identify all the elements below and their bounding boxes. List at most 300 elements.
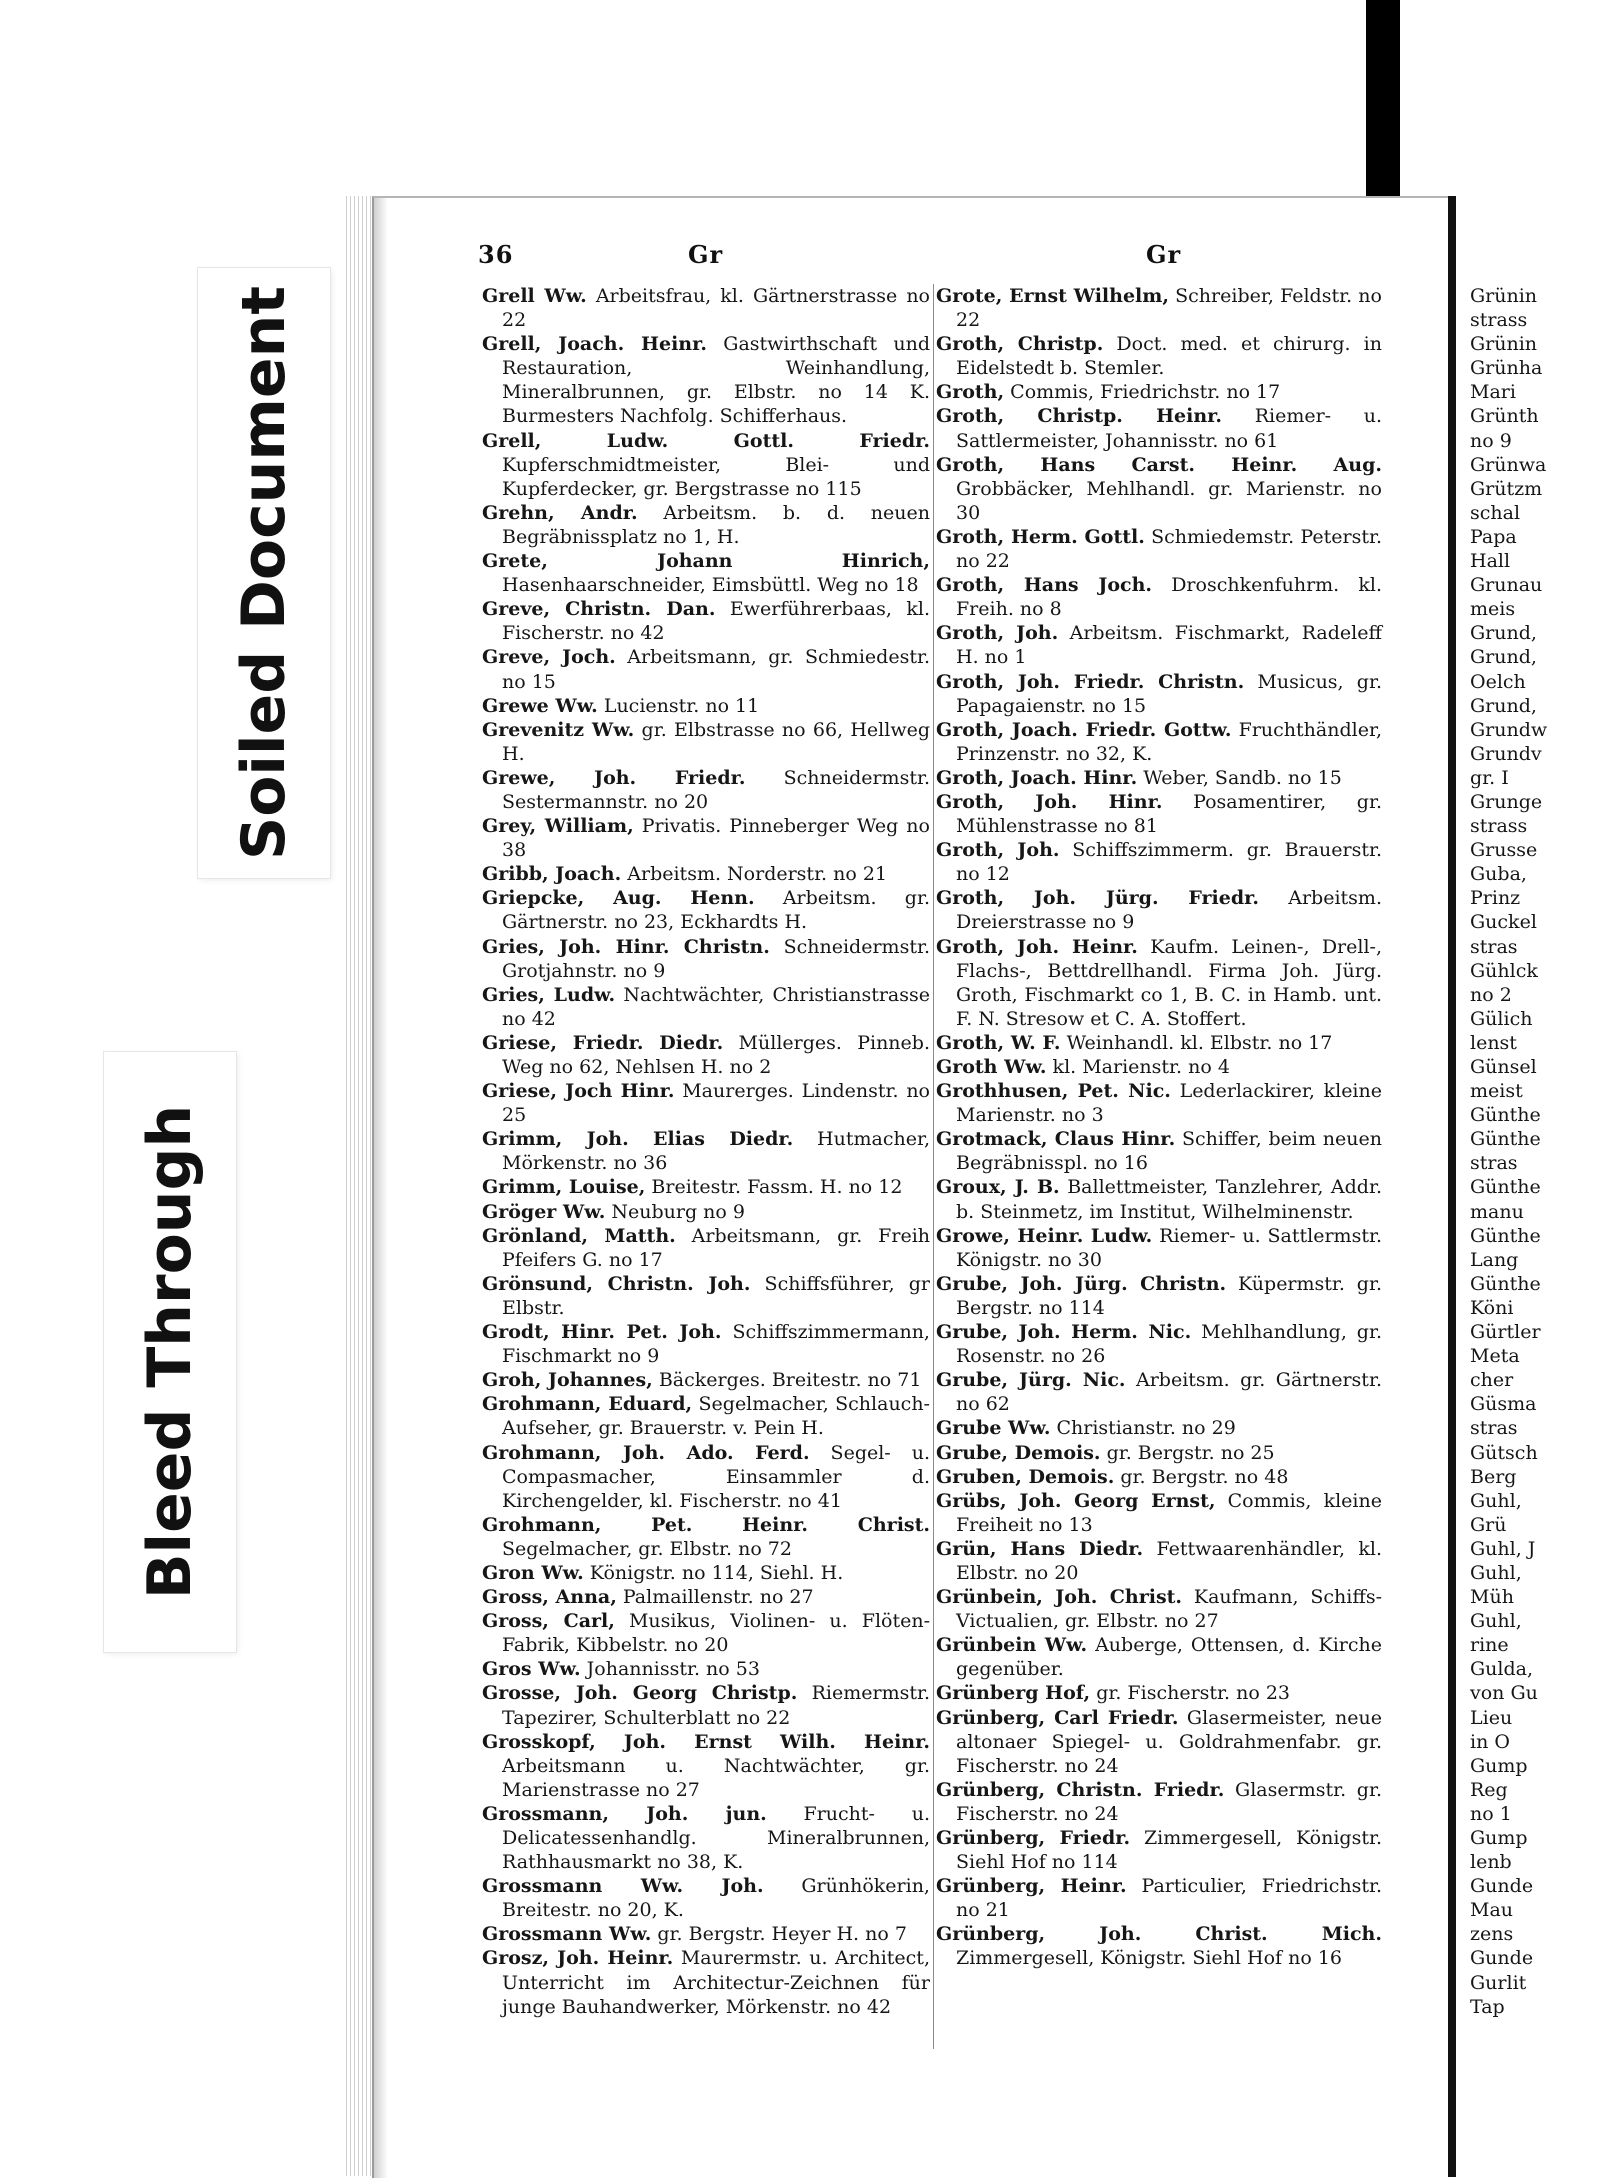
page-number: 36 [478,240,514,269]
directory-entry [936,1706,1382,1778]
entry-details: Arbeitsm. Norderstr. no 21 [621,863,888,886]
entry-details: Königstr. no 114, Siehl. H. [583,1561,844,1584]
entry-details: Maurerges. Lindenstr. no 25 [502,1080,930,1127]
next-page-fragment: lenst [1470,1031,1517,1054]
column-divider [933,284,934,2049]
entry-name: Groth, [936,381,1005,404]
entry-details: Arbeitsm. b. d. neuen Begräbnissplatz no 1, H. [502,501,930,548]
entry-details: Ewerführerbaas, kl. Fischerstr. no 42 [502,598,930,645]
directory-entry [482,501,930,549]
next-page-fragment: manu [1470,1200,1524,1223]
entry-name: Grotmack, Claus Hinr. [936,1128,1176,1151]
next-page-fragment: Grusse [1470,839,1538,862]
entry-details: Riemer- u. Sattlermstr. Königstr. no 30 [956,1224,1382,1271]
entry-name: Groux, J. B. [936,1176,1060,1199]
next-page-fragment: Berg [1470,1465,1517,1488]
entry-name: Grünberg, Carl Friedr. [936,1706,1179,1729]
next-page-fragment: stras [1470,1417,1518,1440]
entry-name: Groth, Herm. Gottl. [936,525,1145,548]
entry-name: Groth, Joach. Friedr. Gottw. [936,718,1232,741]
directory-entry [482,1657,930,1681]
entry-details: Kupferschmidtmeister, Blei- und Kupferdecker, gr. Bergstrasse no 115 [502,453,930,500]
next-page-fragment: Tap [1470,1995,1505,2018]
soiled-document-tag [198,268,330,878]
next-page-fragment: Gunde [1470,1947,1534,1970]
directory-entry [482,935,930,983]
next-page-fragment: Grünth [1470,405,1539,428]
next-page-fragment: Grund, [1470,622,1537,645]
entry-name: Grünberg, Christn. Friedr. [936,1778,1225,1801]
next-page-fragment: rine [1470,1634,1509,1657]
next-page-fragment: cher [1470,1369,1514,1392]
entry-details: Glasermeister, neue altonaer Spiegel- u. Goldrahmenfabr. gr. Fischerstr. no 24 [956,1706,1382,1777]
entry-name: Grube Ww. [936,1417,1051,1440]
next-page-fragment: Gump [1470,1827,1528,1849]
entry-details: Arbeitsmann, gr. Schmiedestr. no 15 [502,646,930,693]
entry-name: Grosz, Joh. Heinr. [482,1947,674,1970]
entry-name: Groth, Joh. Friedr. Christn. [936,670,1245,693]
next-page-fragment: Günthe [1470,1176,1541,1199]
entry-name: Gron Ww. [482,1561,584,1584]
next-page-fragment: Guba, [1470,863,1527,886]
next-page-fragment: Günthe [1470,1128,1541,1151]
directory-entry [936,1585,1382,1633]
directory-entry [482,429,930,501]
entry-details: gr. Bergstr. no 48 [1114,1465,1289,1488]
entry-details: gr. Fischerstr. no 23 [1090,1682,1290,1705]
next-page-fragment: Gulda, [1470,1658,1534,1681]
next-page-fragment: no 1 [1470,1802,1512,1825]
entry-name: Greve, Christn. Dan. [482,598,716,621]
next-page-fragment: stras [1470,1152,1518,1175]
directory-entry [936,790,1382,838]
entry-name: Grimm, Louise, [482,1176,646,1199]
next-page-fragment: Grü [1470,1513,1507,1536]
directory-entry [482,1079,930,1127]
entry-name: Growe, Heinr. Ludw. [936,1224,1153,1247]
next-page-fragment: Reg [1470,1778,1508,1801]
next-page-fragment: Hall [1470,550,1511,573]
entry-details: Kaufmann, Schiffs-Victualien, gr. Elbstr. no 27 [956,1586,1382,1633]
directory-entry [936,621,1382,669]
next-page-fragment: Guhl, J [1470,1537,1536,1560]
directory-column-left [482,284,930,2019]
entry-name: Grosse, Joh. Georg Christp. [482,1682,798,1705]
directory-entry [482,1320,930,1368]
bleed-through-tag [104,1052,236,1652]
entry-details: Riemermstr. Tapezirer, Schulterblatt no 22 [502,1682,931,1729]
entry-name: Grosskopf, Joh. Ernst Wilh. Heinr. [482,1730,930,1753]
entry-details: Bäckerges. Breitestr. no 71 [652,1369,922,1392]
directory-entry [936,1127,1382,1175]
next-page-fragment: Grund, [1470,694,1537,717]
entry-details: Doct. med. et chirurg. in Eidelstedt b. Stemler. [956,333,1382,380]
next-page-fragment: Grundw [1470,718,1548,741]
next-page-fragment: Grund, [1470,646,1537,669]
entry-details: Fruchthändler, Prinzenstr. no 32, K. [956,718,1382,765]
directory-entry [936,1031,1382,1055]
entry-name: Grimm, Joh. Elias Diedr. [482,1128,794,1151]
entry-name: Grohmann, Eduard, [482,1393,693,1416]
next-page-fragment: Günthe [1470,1224,1541,1247]
entry-name: Greve, Joch. [482,646,616,669]
directory-entry [482,1441,930,1513]
directory-entry [936,1320,1382,1368]
entry-name: Grevenitz Ww. [482,718,635,741]
entry-name: Groth, Joh. Hinr. [936,790,1163,813]
running-head-left: Gr [688,240,724,269]
entry-details: Schreiber, Feldstr. no 22 [956,285,1382,332]
entry-name: Gries, Joh. Hinr. Christn. [482,935,770,958]
directory-entry [482,1609,930,1657]
next-page-fragment: meist [1470,1080,1523,1103]
entry-name: Grübs, Joh. Georg Ernst, [936,1489,1216,1512]
entry-details: Arbeitsmann, gr. Freih Pfeifers G. no 17 [502,1224,931,1271]
next-page-fragment: Grünin [1470,285,1538,307]
directory-entry [936,1441,1382,1465]
entry-details: gr. Bergstr. no 25 [1100,1441,1275,1464]
entry-details: Zimmergesell, Königstr. Siehl Hof no 114 [956,1827,1382,1874]
entry-details: Frucht- u. Delicatessenhandlg. Mineralbrunnen, Rathhausmarkt no 38, K. [502,1802,930,1874]
next-page-fragment: Prinz [1470,887,1521,910]
entry-details: Schmiedemstr. Peterstr. no 22 [956,525,1382,573]
entry-details: Arbeitsfrau, kl. Gärtnerstrasse no 22 [502,285,930,332]
directory-entry [482,1224,930,1272]
entry-name: Grönsund, Christn. Joh. [482,1272,751,1295]
entry-details: Nachtwächter, Christianstrasse no 42 [502,983,930,1030]
directory-entry [936,1224,1382,1272]
entry-name: Groth, Joh. [936,622,1059,645]
directory-entry [936,1922,1382,1970]
next-page-fragment: Grützm [1470,477,1543,500]
next-page-fragment: Guhl, [1470,1610,1522,1633]
entry-details: gr. Bergstr. Heyer H. no 7 [651,1923,907,1946]
directory-entry [482,1175,930,1199]
directory-entry [482,886,930,934]
next-page-fragment: Meta [1470,1345,1520,1368]
entry-details: Arbeitsmann u. Nachtwächter, gr. Marienstrasse no 27 [502,1754,930,1801]
entry-name: Grube, Joh. Jürg. Christn. [936,1272,1227,1295]
entry-name: Gross, Anna, [482,1586,617,1609]
entry-details: Arbeitsm. Fischmarkt, Radeleff H. no 1 [956,622,1382,669]
next-page-fragment: Gurlit [1470,1971,1527,1994]
entry-details: Mehlhandlung, gr. Rosenstr. no 26 [956,1321,1382,1368]
entry-name: Grell, Joach. Heinr. [482,333,707,356]
entry-details: Fettwaarenhändler, kl. Elbstr. no 20 [956,1537,1383,1584]
directory-entry [482,1200,930,1224]
entry-name: Grete, Johann Hinrich, [482,550,930,573]
entry-details: Weber, Sandb. no 15 [1137,766,1342,789]
next-page-fragment: strass [1470,309,1528,332]
next-page-fragment: Mau [1470,1899,1514,1922]
entry-details: Schiffsführer, gr Elbstr. [502,1272,930,1319]
next-page-fragment: Lang [1470,1248,1519,1271]
directory-entry [936,1055,1382,1079]
directory-entry [482,814,930,862]
directory-entry [936,935,1382,1031]
next-page-fragment: in O [1470,1730,1510,1753]
directory-entry [936,1489,1382,1537]
entry-details: Christianstr. no 29 [1050,1417,1236,1440]
entry-details: Auberge, Ottensen, d. Kirche gegenüber. [956,1634,1382,1681]
entry-details: Ballettmeister, Tanzlehrer, Addr. b. Steinmetz, im Institut, Wilhelminenstr. [956,1176,1383,1223]
entry-name: Grünberg, Friedr. [936,1827,1131,1849]
next-page-fragments [1470,284,1547,2019]
directory-entry [936,838,1382,886]
entry-name: Grünberg, Joh. Christ. Mich. [936,1923,1382,1946]
entry-name: Griepcke, Aug. Henn. [482,887,755,910]
directory-entry [936,766,1382,790]
directory-entry [936,1826,1382,1874]
entry-details: Particulier, Friedrichstr. no 21 [956,1875,1382,1922]
entry-details: Müllerges. Pinneb. Weg no 62, Nehlsen H. no 2 [502,1031,930,1078]
next-page-fragment: Oelch [1470,670,1526,693]
directory-entry [936,1368,1382,1416]
entry-details: Maurermstr. u. Architect, Unterricht im Architectur-Zeichnen für junge Bauhandwerker, Mörkenstr. no 42 [502,1947,930,2018]
entry-name: Groth, Hans Joch. [936,574,1153,597]
next-page-fragment: Grunau [1470,574,1543,597]
running-head-right: Gr [1146,240,1182,269]
entry-name: Gruben, Demois. [936,1465,1115,1488]
directory-entry [482,1127,930,1175]
directory-entry [482,1368,930,1392]
directory-entry [936,1272,1382,1320]
directory-column-right [936,284,1382,1971]
entry-name: Grohmann, Pet. Heinr. Christ. [482,1513,930,1536]
entry-name: Grün, Hans Diedr. [936,1537,1144,1560]
next-page-fragment: lenb [1470,1851,1512,1874]
top-black-bar [1366,0,1400,196]
directory-entry [936,1874,1382,1922]
directory-entry [482,694,930,718]
entry-name: Groth, Joach. Hinr. [936,766,1138,789]
directory-entry [482,549,930,597]
entry-details: kl. Marienstr. no 4 [1046,1056,1230,1078]
next-page-fragment: Guhl, [1470,1489,1522,1512]
next-page-fragment: Grundv [1470,742,1542,765]
entry-name: Grehn, Andr. [482,501,638,524]
entry-name: Griese, Joch Hinr. [482,1080,675,1103]
entry-name: Grube, Demois. [936,1441,1101,1464]
entry-details: Privatis. Pinneberger Weg no 38 [502,815,930,862]
entry-name: Groth, Joh. Jürg. Friedr. [936,887,1260,910]
directory-entry [936,1465,1382,1489]
entry-details: gr. Elbstrasse no 66, Hellweg H. [502,718,930,765]
entry-details: Arbeitsm. Dreierstrasse no 9 [956,887,1382,934]
next-page-fragment: Grünin [1470,333,1538,356]
soiled-document-label: Soiled Document [229,285,299,861]
entry-name: Grossmann Ww. Joh. [482,1875,764,1898]
directory-entry [482,1513,930,1561]
directory-entry [936,1778,1382,1826]
next-page-fragment: von Gu [1470,1682,1538,1705]
directory-entry [482,1031,930,1079]
directory-entry [482,1392,930,1440]
next-page-fragment: gr. I [1470,766,1509,789]
entry-name: Grünberg Hof, [936,1682,1091,1705]
entry-details: Commis, Friedrichstr. no 17 [1004,381,1281,404]
entry-details: Schneidermstr. Grotjahnstr. no 9 [502,935,930,982]
entry-name: Grünbein, Joh. Christ. [936,1586,1183,1609]
entry-details: Hutmacher, Mörkenstr. no 36 [502,1128,930,1175]
directory-entry [936,404,1382,452]
entry-details: Arbeitsm. gr. Gärtnerstr. no 23, Eckhardts H. [502,887,930,934]
next-page-fragment: Müh [1470,1586,1514,1609]
entry-details: Breitestr. Fassm. H. no 12 [645,1176,903,1199]
entry-details: Zimmergesell, Königstr. Siehl Hof no 16 [956,1947,1342,1970]
next-page-fragment: Günthe [1470,1104,1541,1127]
entry-details: Musicus, gr. Papagaienstr. no 15 [956,670,1382,717]
next-page-fragment: Gürtler [1470,1321,1541,1344]
next-page-fragment: Gunde [1470,1875,1534,1898]
directory-entry [936,525,1382,573]
directory-entry [936,380,1382,404]
entry-details: Schneidermstr. Sestermannstr. no 20 [502,766,930,813]
entry-name: Groth, Joh. [936,839,1060,862]
entry-details: Lucienstr. no 11 [597,694,760,717]
directory-entry [482,718,930,766]
entry-details: Weinhandl. kl. Elbstr. no 17 [1060,1031,1333,1054]
entry-name: Groth, Christp. [936,333,1104,356]
next-page-fragment: Günthe [1470,1272,1541,1295]
entry-details: Commis, kleine Freiheit no 13 [956,1489,1382,1536]
directory-entry [482,332,930,428]
directory-entry [482,645,930,693]
entry-name: Grote, Ernst Wilhelm, [936,285,1169,307]
directory-entry [482,1922,930,1946]
directory-entry [936,332,1382,380]
entry-details: Neuburg no 9 [605,1200,745,1223]
entry-details: Hasenhaarschneider, Eimsbüttl. Weg no 18 [502,574,919,597]
directory-entry [936,718,1382,766]
directory-entry [936,1633,1382,1681]
directory-entry [482,862,930,886]
directory-entry [482,1874,930,1922]
entry-details: Grünhökerin, Breitestr. no 20, K. [502,1875,930,1922]
book-gutter [1448,196,1456,2177]
entry-name: Grewe Ww. [482,694,598,717]
entry-details: Lederlackirer, kleine Marienstr. no 3 [956,1080,1382,1127]
entry-name: Grünbein Ww. [936,1634,1088,1657]
entry-name: Grell, Ludw. Gottl. Friedr. [482,429,930,452]
entry-name: Groth, W. F. [936,1031,1061,1054]
entry-name: Grossmann, Joh. jun. [482,1802,767,1825]
entry-name: Groh, Johannes, [482,1369,653,1392]
directory-entry [936,1079,1382,1127]
directory-entry [936,886,1382,934]
entry-name: Grell Ww. [482,285,587,307]
entry-name: Gribb, Joach. [482,863,622,886]
directory-entry [936,1175,1382,1223]
entry-name: Groth, Christp. Heinr. [936,405,1223,428]
directory-entry [936,1681,1382,1705]
book-page-edges [343,196,373,2176]
entry-details: Glasermstr. gr. Fischerstr. no 24 [956,1778,1382,1825]
entry-name: Groth, Joh. Heinr. [936,935,1138,958]
entry-details: Schiffszimmerm. gr. Brauerstr. no 12 [956,839,1382,886]
directory-entry [936,670,1382,718]
directory-entry [482,1802,930,1874]
directory-entry [936,453,1382,525]
next-page-fragment: Güsma [1470,1393,1537,1416]
entry-details: Schiffszimmermann, Fischmarkt no 9 [502,1321,930,1368]
directory-entry [936,284,1382,332]
entry-details: Droschkenfuhrm. kl. Freih. no 8 [956,574,1383,621]
next-page-fragment: Grünha [1470,357,1543,380]
entry-name: Grothhusen, Pet. Nic. [936,1080,1171,1103]
entry-name: Grube, Jürg. Nic. [936,1369,1126,1392]
next-page-fragment: Guhl, [1470,1561,1522,1584]
directory-entry [482,1585,930,1609]
entry-details: Segelmacher, gr. Elbstr. no 72 [502,1537,792,1560]
directory-entry [482,597,930,645]
entry-name: Grönland, Matth. [482,1224,676,1247]
entry-name: Grodt, Hinr. Pet. Joh. [482,1321,722,1344]
next-page-fragment: Günsel [1470,1056,1537,1078]
entry-name: Gröger Ww. [482,1200,606,1223]
entry-details: Grobbäcker, Mehlhandl. gr. Marienstr. no 30 [956,477,1382,524]
bleed-through-label: Bleed Through [135,1104,205,1600]
next-page-fragment: Mari [1470,381,1516,404]
directory-entry [936,1537,1382,1585]
directory-entry [936,573,1382,621]
entry-name: Grube, Joh. Herm. Nic. [936,1321,1192,1344]
next-page-fragment: no 2 [1470,983,1512,1006]
next-page-fragment: Gump [1470,1754,1528,1777]
next-page-fragment: schal [1470,501,1521,524]
entry-details: Kaufm. Leinen-, Drell-, Flachs-, Bettdrellhandl. Firma Joh. Jürg. Groth, Fischmarkt co 1, B. C. in Hamb. unt. F. N. Stresow et C. A. Stoffert. [956,935,1382,1030]
directory-entry [482,284,930,332]
directory-entry [482,983,930,1031]
next-page-fragment: Gülich [1470,1007,1533,1030]
entry-details: Gastwirthschaft und Restauration, Weinhandlung, Mineralbrunnen, gr. Elbstr. no 14 K. Burmesters Nachfolg. Schifferhaus. [502,333,930,428]
entry-name: Griese, Friedr. Diedr. [482,1031,724,1054]
directory-entry [482,766,930,814]
next-page-fragment: meis [1470,598,1516,621]
directory-entry [936,1416,1382,1440]
entry-details: Küpermstr. gr. Bergstr. no 114 [956,1272,1382,1319]
directory-entry [482,1730,930,1802]
directory-entry [482,1272,930,1320]
next-page-fragment: zens [1470,1923,1514,1946]
directory-entry [482,1946,930,2018]
entry-name: Gross, Carl, [482,1610,615,1633]
next-page-fragment: Grünwa [1470,453,1547,476]
entry-details: Schiffer, beim neuen Begräbnisspl. no 16 [956,1128,1382,1175]
next-page-fragment: Köni [1470,1296,1514,1319]
next-page-fragment: Papa [1470,525,1517,548]
entry-details: Johannisstr. no 53 [580,1658,760,1681]
entry-details: Posamentirer, gr. Mühlenstrasse no 81 [956,790,1382,838]
entry-details: Segelmacher, Schlauch-Aufseher, gr. Brauerstr. v. Pein H. [502,1393,930,1440]
entry-details: Palmaillenstr. no 27 [616,1586,814,1609]
entry-name: Grewe, Joh. Friedr. [482,766,746,789]
entry-name: Grossmann Ww. [482,1923,652,1946]
entry-details: Riemer- u. Sattlermeister, Johannisstr. no 61 [956,405,1382,452]
entry-name: Grünberg, Heinr. [936,1875,1127,1898]
entry-name: Grey, William, [482,815,634,838]
next-page-fragment: stras [1470,935,1518,958]
directory-entry [482,1681,930,1729]
background-strip [1366,0,1600,196]
entry-details: Segel- u. Compasmacher, Einsammler d. Kirchengelder, kl. Fischerstr. no 41 [502,1441,930,1512]
entry-name: Gros Ww. [482,1658,581,1681]
entry-details: Musikus, Violinen- u. Flöten-Fabrik, Kibbelstr. no 20 [502,1610,931,1657]
next-page-fragment: Guckel [1470,911,1537,934]
entry-name: Grohmann, Joh. Ado. Ferd. [482,1441,810,1464]
directory-entry [482,1561,930,1585]
page-shadow [374,198,388,2178]
